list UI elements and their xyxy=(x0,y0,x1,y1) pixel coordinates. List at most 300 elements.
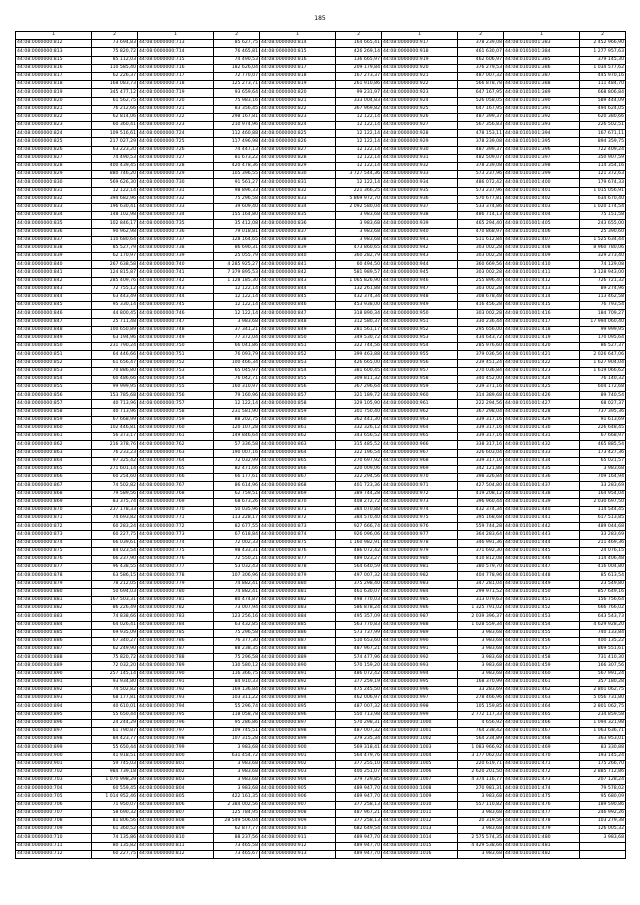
cadastral-value-cell: 647 167,95 xyxy=(458,89,504,97)
cadastral-value-cell: 91 561,27 xyxy=(214,179,260,187)
table-header-row xyxy=(16,32,626,40)
cadastral-number-cell: 44:08:0000000:892 xyxy=(16,687,92,695)
cadastral-value-cell: 3 983,68 xyxy=(580,834,626,842)
cadastral-number-cell: 44:08:0101001:471 xyxy=(504,760,580,768)
cadastral-number-cell: 44:08:0000000:823 xyxy=(260,113,336,121)
cadastral-number-cell: 44:08:0000000:719 xyxy=(138,89,214,97)
cadastral-number-cell: 44:08:0000000:884 xyxy=(16,621,92,629)
table-row xyxy=(16,384,626,392)
cadastral-value-cell: 461 630,07 xyxy=(458,48,504,56)
cadastral-number-cell: 44:08:0000000:770 xyxy=(138,506,214,514)
cadastral-value-cell: 470 868,97 xyxy=(458,228,504,236)
cadastral-value-cell: 100 466,34 xyxy=(214,359,260,367)
cadastral-value-cell: 5 056 731,80 xyxy=(580,695,626,703)
cadastral-number-cell: 44:08:0101001:452 xyxy=(504,605,580,613)
cadastral-value-cell: 226 648,45 xyxy=(580,425,626,433)
cadastral-value-cell: 3 983,68 xyxy=(458,850,504,858)
cadastral-number-cell: 44:08:0000000:860 xyxy=(16,425,92,433)
cadastral-value-cell: 136 665,97 xyxy=(336,56,382,64)
cadastral-number-cell: 44:08:0000000:736 xyxy=(138,228,214,236)
cadastral-number-cell: 44:08:0000000:796 xyxy=(138,719,214,727)
cadastral-number-cell: 44:08:0000000:861 xyxy=(16,433,92,441)
cadastral-value-cell: 62 759,51 xyxy=(214,490,260,498)
cadastral-number-cell: 44:08:0000000:746 xyxy=(138,310,214,318)
cadastral-number-cell: 44:08:0000000:822 xyxy=(16,113,92,121)
cadastral-number-cell: 44:08:0000000:832 xyxy=(260,187,336,195)
cadastral-value-cell: 66 237,90 xyxy=(92,556,138,564)
cadastral-value-cell: 473 860,65 xyxy=(336,244,382,252)
cadastral-number-cell: 44:08:0000000:839 xyxy=(260,244,336,252)
cadastral-number-cell: 44:08:0000000:949 xyxy=(382,302,458,310)
table-row xyxy=(16,629,626,637)
cadastral-value-cell: 105 396,55 xyxy=(214,171,260,179)
cadastral-value-cell: 3 177 062,02 xyxy=(458,752,504,760)
cadastral-number-cell: 44:08:0000000:815 xyxy=(16,56,92,64)
cadastral-number-cell: 44:08:0000000:865 xyxy=(260,457,336,465)
cadastral-value-cell: 489 947,70 xyxy=(336,842,382,850)
cadastral-value-cell: 85 112,03 xyxy=(92,56,138,64)
cadastral-value-cell: 367 298,04 xyxy=(458,408,504,416)
cadastral-value-cell: 322 196,54 xyxy=(336,449,382,457)
cadastral-number-cell: 44:08:0101001:472 xyxy=(504,768,580,776)
cadastral-value-cell: 320 009,06 xyxy=(336,465,382,473)
cadastral-value-cell: 489 947,70 xyxy=(336,834,382,842)
cadastral-value-cell: 86 690,31 xyxy=(214,244,260,252)
cadastral-number-cell: 44:08:0000000:1006 xyxy=(382,768,458,776)
cadastral-value-cell: 564 479,76 xyxy=(336,752,382,760)
cadastral-value-cell: 634 670,40 xyxy=(580,195,626,203)
cadastral-number-cell: 44:08:0000000:936 xyxy=(382,195,458,203)
cadastral-value-cell: 220 619,71 xyxy=(458,760,504,768)
cadastral-number-cell: 44:08:0000000:956 xyxy=(382,359,458,367)
cadastral-number-cell: 44:08:0000000:887 xyxy=(16,646,92,654)
table-row xyxy=(16,465,626,473)
cadastral-value-cell: 196 630,41 xyxy=(92,203,138,211)
cadastral-value-cell: 231 581,90 xyxy=(214,408,260,416)
cadastral-value-cell: 74 502,82 xyxy=(92,687,138,695)
cadastral-value-cell: 419 208,12 xyxy=(458,490,504,498)
cadastral-value-cell: 400 251,07 xyxy=(336,768,382,776)
cadastral-number-cell: 44:08:0101001:479 xyxy=(504,826,580,834)
cadastral-value-cell: 573 237,96 xyxy=(458,171,504,179)
cadastral-value-cell: 112 460,88 xyxy=(214,130,260,138)
cadastral-value-cell: 559 744,28 xyxy=(458,523,504,531)
cadastral-value-cell: 1 094 321,98 xyxy=(580,719,626,727)
cadastral-number-cell: 44:08:0000000:878 xyxy=(260,564,336,572)
cadastral-number-cell: 44:08:0000000:978 xyxy=(382,539,458,547)
cadastral-number-cell: 44:08:0000000:817 xyxy=(16,72,92,80)
cadastral-number-cell: 44:08:0101001:407 xyxy=(504,236,580,244)
cadastral-value-cell: 1 128 185,30 xyxy=(214,277,260,285)
cadastral-number-cell: 44:08:0000000:935 xyxy=(382,187,458,195)
cadastral-value-cell: 487 399,37 xyxy=(458,146,504,154)
cadastral-value-cell: 105 159,85 xyxy=(458,703,504,711)
cadastral-number-cell: 44:08:0000000:752 xyxy=(138,359,214,367)
cadastral-number-cell: 44:08:0000000:900 xyxy=(260,744,336,752)
cadastral-value-cell: 1 627 904,04 xyxy=(580,359,626,367)
cadastral-number-cell: 44:08:0000000:764 xyxy=(138,457,214,465)
cadastral-number-cell: 44:08:0000000:893 xyxy=(260,687,336,695)
cadastral-value-cell: 586 878,24 xyxy=(336,605,382,613)
table-row xyxy=(16,482,626,490)
cadastral-value-cell: 487 399,37 xyxy=(458,113,504,121)
cadastral-value-cell: 378 239,08 xyxy=(458,163,504,171)
cadastral-number-cell: 44:08:0000000:786 xyxy=(138,637,214,645)
cadastral-value-cell: 41 918,51 xyxy=(92,752,138,760)
cadastral-value-cell: 90 962,98 xyxy=(92,228,138,236)
cadastral-value-cell: 170 095,64 xyxy=(580,334,626,342)
cadastral-number-cell: 44:08:0000000:834 xyxy=(260,203,336,211)
cadastral-value-cell: 857 649,16 xyxy=(580,588,626,596)
cadastral-value-cell: 1 083 966,92 xyxy=(458,744,504,752)
cadastral-value-cell: 57 336,58 xyxy=(214,441,260,449)
cadastral-number-cell: 44:08:0101001:392 xyxy=(504,113,580,121)
cadastral-value-cell: 98 433,31 xyxy=(214,547,260,555)
cadastral-number-cell: 44:08:0000000:881 xyxy=(260,588,336,596)
cadastral-value-cell: 67 618,84 xyxy=(214,531,260,539)
cadastral-value-cell: 574 477,96 xyxy=(336,654,382,662)
cadastral-number-cell: 44:08:0000000:738 xyxy=(138,244,214,252)
cadastral-number-cell: 44:08:0101001:448 xyxy=(504,572,580,580)
cadastral-value-cell: 270 036,84 xyxy=(458,367,504,375)
cadastral-number-cell: 44:08:0000000:990 xyxy=(382,637,458,645)
table-row xyxy=(16,64,626,72)
cadastral-number-cell: 44:08:0000000:787 xyxy=(138,646,214,654)
cadastral-number-cell: 44:08:0000000:744 xyxy=(138,294,214,302)
cadastral-value-cell: 668 806,84 xyxy=(580,89,626,97)
cadastral-value-cell: 257 145,14 xyxy=(92,670,138,678)
cadastral-number-cell: 44:08:0101001:399 xyxy=(504,171,580,179)
cadastral-number-cell: 44:08:0000000:841 xyxy=(16,269,92,277)
cadastral-number-cell: 44:08:0000000:799 xyxy=(138,744,214,752)
cadastral-number-cell: 44:08:0101001:398 xyxy=(504,163,580,171)
cadastral-value-cell: 487 007,32 xyxy=(458,72,504,80)
cadastral-value-cell: 166 307,56 xyxy=(580,662,626,670)
cadastral-value-cell: 86 527,37 xyxy=(580,343,626,351)
cadastral-value-cell: 298 167,81 xyxy=(214,113,260,121)
cadastral-value-cell: 303 002,28 xyxy=(458,285,504,293)
cadastral-value-cell: 79 578,02 xyxy=(580,785,626,793)
cadastral-value-cell: 2 620 201,50 xyxy=(458,768,504,776)
cadastral-number-cell: 44:08:0000000:707 xyxy=(16,809,92,817)
table-row xyxy=(16,687,626,695)
cadastral-number-cell: 44:08:0000000:987 xyxy=(382,613,458,621)
cadastral-number-cell: 44:08:0000000:798 xyxy=(138,736,214,744)
cadastral-value-cell: 682 649,54 xyxy=(336,826,382,834)
table-row xyxy=(16,203,626,211)
cadastral-number-cell: 44:08:0000000:902 xyxy=(260,760,336,768)
cadastral-value-cell: 84 023,54 xyxy=(92,547,138,555)
cadastral-value-cell: 312 580,37 xyxy=(336,318,382,326)
cadastral-value-cell: 486 072,42 xyxy=(458,179,504,187)
cadastral-value-cell: 482 509,07 xyxy=(458,154,504,162)
cadastral-value-cell: 400 439,45 xyxy=(92,163,138,171)
cadastral-value-cell: 764 238,42 xyxy=(458,727,504,735)
cadastral-value-cell: 404 778,96 xyxy=(458,572,504,580)
cadastral-value-cell: 378 239,08 xyxy=(458,138,504,146)
cadastral-number-cell: 44:08:0000000:778 xyxy=(138,572,214,580)
cadastral-value-cell: 12 122,14 xyxy=(336,130,382,138)
cadastral-value-cell: 3 983,68 xyxy=(458,646,504,654)
table-row xyxy=(16,302,626,310)
cadastral-number-cell: 44:08:0101001:419 xyxy=(504,334,580,342)
table-row xyxy=(16,351,626,359)
table-row xyxy=(16,89,626,97)
cadastral-number-cell: 44:08:0000000:985 xyxy=(382,596,458,604)
cadastral-number-cell: 44:08:0000000:825 xyxy=(260,130,336,138)
cadastral-value-cell: 67 668,99 xyxy=(92,416,138,424)
cadastral-number-cell: 44:08:0000000:762 xyxy=(138,441,214,449)
cadastral-value-cell: 3 983,68 xyxy=(458,826,504,834)
cadastral-number-cell: 44:08:0000000:966 xyxy=(382,441,458,449)
cadastral-value-cell: 60 227,75 xyxy=(92,850,138,858)
cadastral-number-cell: 44:08:0000000:757 xyxy=(138,400,214,408)
cadastral-value-cell: 389 744,28 xyxy=(336,490,382,498)
cadastral-value-cell: 103 311,22 xyxy=(214,695,260,703)
cadastral-number-cell: 44:08:0000000:1004 xyxy=(382,752,458,760)
cadastral-value-cell: 12 122,14 xyxy=(214,400,260,408)
cadastral-number-cell: 44:08:0000000:844 xyxy=(16,294,92,302)
cadastral-number-cell: 44:08:0000000:709 xyxy=(16,826,92,834)
cadastral-number-cell: 44:08:0000000:838 xyxy=(16,244,92,252)
table-row xyxy=(16,261,626,269)
cadastral-number-cell: 44:08:0000000:714 xyxy=(138,48,214,56)
cadastral-value-cell: 60 227,75 xyxy=(92,531,138,539)
cadastral-number-cell: 44:08:0000000:782 xyxy=(138,605,214,613)
cadastral-value-cell: 113 462,58 xyxy=(580,294,626,302)
cadastral-value-cell: 114 354,16 xyxy=(580,163,626,171)
cadastral-number-cell: 44:08:0000000:810 xyxy=(138,834,214,842)
cadastral-value-cell: 379 145,30 xyxy=(580,56,626,64)
cadastral-value-cell: 533 374,86 xyxy=(458,203,504,211)
table-row xyxy=(16,842,626,850)
cadastral-number-cell: 44:08:0000000:939 xyxy=(382,220,458,228)
cadastral-number-cell: 44:08:0000000:951 xyxy=(382,318,458,326)
cadastral-number-cell: 44:08:0000000:986 xyxy=(382,605,458,613)
cadastral-number-cell: 44:08:0101001:391 xyxy=(504,105,580,113)
cadastral-value-cell: 164 665,41 xyxy=(336,40,382,48)
cadastral-value-cell: 573 737,99 xyxy=(336,629,382,637)
cadastral-value-cell: 118 058,78 xyxy=(214,711,260,719)
cadastral-value-cell: 371 692,30 xyxy=(458,547,504,555)
cadastral-value-cell: 62 814,06 xyxy=(92,113,138,121)
cadastral-number-cell: 44:08:0101001:449 xyxy=(504,580,580,588)
cadastral-value-cell: 357 180,28 xyxy=(580,678,626,686)
cadastral-number-cell: 44:08:0101001:413 xyxy=(504,285,580,293)
cadastral-value-cell: 63 223,20 xyxy=(92,146,138,154)
cadastral-number-cell: 44:08:0000000:937 xyxy=(382,203,458,211)
cadastral-number-cell: 44:08:0000000:805 xyxy=(138,793,214,801)
table-row xyxy=(16,605,626,613)
cadastral-number-cell: 44:08:0000000:819 xyxy=(260,81,336,89)
table-row xyxy=(16,506,626,514)
cadastral-number-cell: 44:08:0000000:908 xyxy=(260,809,336,817)
cadastral-number-cell: 44:08:0000000:922 xyxy=(382,81,458,89)
cadastral-value-cell: 3 983,68 xyxy=(458,809,504,817)
cadastral-number-cell: 44:08:0000000:997 xyxy=(382,695,458,703)
cadastral-number-cell: 44:08:0101001:470 xyxy=(504,752,580,760)
cadastral-number-cell: 44:08:0000000:821 xyxy=(260,97,336,105)
cadastral-value-cell: 40 713,96 xyxy=(92,400,138,408)
cadastral-value-cell: 299 971,52 xyxy=(458,588,504,596)
cadastral-value-cell: 270 981,31 xyxy=(458,785,504,793)
cadastral-value-cell: 111 484,70 xyxy=(580,81,626,89)
cadastral-number-cell: 44:08:0000000:734 xyxy=(138,212,214,220)
table-row xyxy=(16,220,626,228)
cadastral-number-cell: 44:08:0101001:467 xyxy=(504,727,580,735)
cadastral-value-cell: 4 629 928,20 xyxy=(580,621,626,629)
cadastral-value-cell: 378 239,08 xyxy=(458,40,504,48)
cadastral-value-cell: 271 601,14 xyxy=(92,465,138,473)
cadastral-value-cell: 73 007,94 xyxy=(214,605,260,613)
cadastral-value-cell: 462 006,97 xyxy=(336,695,382,703)
cadastral-number-cell: 44:08:0000000:882 xyxy=(260,596,336,604)
cadastral-value-cell: 570 159,20 xyxy=(336,662,382,670)
cadastral-number-cell: 44:08:0101001:436 xyxy=(504,474,580,482)
cadastral-value-cell: 80 135,82 xyxy=(92,842,138,850)
cadastral-value-cell: 107 315,28 xyxy=(214,736,260,744)
cadastral-value-cell: 4 374 116,77 xyxy=(458,777,504,785)
cadastral-number-cell: 44:08:0000000:876 xyxy=(16,556,92,564)
cadastral-number-cell: 44:08:0000000:820 xyxy=(260,89,336,97)
cadastral-number-cell: 44:08:0000000:817 xyxy=(260,64,336,72)
cadastral-value-cell: 20 319,56 xyxy=(458,818,504,826)
column-header: 2 xyxy=(580,32,626,40)
cadastral-number-cell: 44:08:0000000:865 xyxy=(16,465,92,473)
cadastral-value-cell: 487 007,32 xyxy=(336,727,382,735)
cadastral-value-cell: 445 970,16 xyxy=(580,72,626,80)
cadastral-number-cell: 44:08:0101001:454 xyxy=(504,621,580,629)
table-row xyxy=(16,768,626,776)
table-row xyxy=(16,564,626,572)
cadastral-value-cell: 267 638,58 xyxy=(92,261,138,269)
cadastral-number-cell: 44:08:0101001:387 xyxy=(504,72,580,80)
table-row xyxy=(16,359,626,367)
cadastral-value-cell: 1 277 957,63 xyxy=(580,48,626,56)
cadastral-number-cell: 44:08:0000000:797 xyxy=(138,727,214,735)
cadastral-number-cell: 44:08:0000000:866 xyxy=(16,474,92,482)
cadastral-number-cell: 44:08:0000000:905 xyxy=(260,785,336,793)
cadastral-number-cell: 44:08:0000000:839 xyxy=(16,253,92,261)
table-row xyxy=(16,777,626,785)
cadastral-number-cell: 44:08:0000000:832 xyxy=(16,195,92,203)
cadastral-value-cell: 102 846,17 xyxy=(92,220,138,228)
cadastral-value-cell: 239 371,16 xyxy=(458,384,504,392)
cadastral-value-cell: 489 947,70 xyxy=(336,850,382,858)
cadastral-number-cell: 44:08:0000000:853 xyxy=(260,359,336,367)
cadastral-value-cell: 1 063 636,71 xyxy=(580,727,626,735)
cadastral-number-cell: 44:08:0101001:474 xyxy=(504,785,580,793)
cadastral-number-cell: 44:08:0000000:835 xyxy=(16,220,92,228)
cadastral-number-cell: 44:08:0000000:741 xyxy=(138,269,214,277)
cadastral-value-cell: 329 273,40 xyxy=(580,253,626,261)
cadastral-number-cell: 44:08:0000000:831 xyxy=(16,187,92,195)
cadastral-value-cell: 489 023,27 xyxy=(336,556,382,564)
cadastral-number-cell: 44:08:0000000:906 xyxy=(260,793,336,801)
cadastral-value-cell: 74 129,08 xyxy=(580,261,626,269)
cadastral-value-cell: 55 650,44 xyxy=(92,744,138,752)
cadastral-number-cell: 44:08:0000000:907 xyxy=(260,801,336,809)
cadastral-number-cell: 44:08:0000000:1008 xyxy=(382,785,458,793)
cadastral-value-cell: 167 671,11 xyxy=(580,130,626,138)
cadastral-value-cell: 114 544,45 xyxy=(580,506,626,514)
cadastral-value-cell: 3 983,68 xyxy=(580,465,626,473)
cadastral-number-cell: 44:08:0101001:422 xyxy=(504,359,580,367)
cadastral-number-cell: 44:08:0000000:809 xyxy=(138,826,214,834)
cadastral-value-cell: 410 812,08 xyxy=(458,556,504,564)
cadastral-number-cell: 44:08:0000000:742 xyxy=(138,277,214,285)
cadastral-value-cell: 550 713,98 xyxy=(336,711,382,719)
cadastral-number-cell: 44:08:0000000:863 xyxy=(16,449,92,457)
cadastral-value-cell: 65 045,97 xyxy=(214,367,260,375)
cadastral-value-cell: 346 991,36 xyxy=(458,539,504,547)
cadastral-value-cell: 125 273,71 xyxy=(214,81,260,89)
cadastral-number-cell: 44:08:0000000:876 xyxy=(260,547,336,555)
table-row xyxy=(16,56,626,64)
cadastral-number-cell: 44:08:0101001:418 xyxy=(504,326,580,334)
cadastral-value-cell: 647 167,95 xyxy=(458,105,504,113)
cadastral-value-cell: 210 974,96 xyxy=(214,122,260,130)
cadastral-number-cell: 44:08:0000000:996 xyxy=(382,687,458,695)
cadastral-number-cell: 44:08:0000000:899 xyxy=(260,736,336,744)
table-row xyxy=(16,212,626,220)
cadastral-value-cell: 217 027,29 xyxy=(92,138,138,146)
cadastral-value-cell: 564 234,89 xyxy=(458,736,504,744)
cadastral-number-cell: 44:08:0000000:710 xyxy=(16,834,92,842)
cadastral-number-cell: 44:08:0000000:1003 xyxy=(382,744,458,752)
cadastral-value-cell: 3 983,68 xyxy=(458,662,504,670)
cadastral-number-cell: 44:08:0000000:857 xyxy=(16,400,92,408)
cadastral-value-cell: 589 444,09 xyxy=(580,97,626,105)
cadastral-number-cell: 44:08:0000000:720 xyxy=(138,97,214,105)
cadastral-value-cell: 581 989,57 xyxy=(336,269,382,277)
cadastral-number-cell: 44:08:0000000:879 xyxy=(16,580,92,588)
cadastral-value-cell: 3 983,68 xyxy=(214,744,260,752)
cadastral-value-cell: 617 513,85 xyxy=(580,515,626,523)
cadastral-number-cell: 44:08:0000000:831 xyxy=(260,179,336,187)
column-header: 2 xyxy=(92,32,138,40)
cadastral-value-cell: 164 954,04 xyxy=(580,490,626,498)
cadastral-number-cell: 44:08:0000000:835 xyxy=(260,212,336,220)
cadastral-value-cell: 74 838,66 xyxy=(92,613,138,621)
cadastral-number-cell: 44:08:0101001:469 xyxy=(504,744,580,752)
cadastral-value-cell: 487 967,21 xyxy=(336,809,382,817)
cadastral-number-cell: 44:08:0000000:812 xyxy=(138,850,214,858)
cadastral-number-cell: 44:08:0101001:393 xyxy=(504,122,580,130)
cadastral-number-cell: 44:08:0000000:718 xyxy=(138,81,214,89)
cadastral-number-cell: 44:08:0000000:818 xyxy=(260,72,336,80)
cadastral-value-cell: 2 801 062,75 xyxy=(580,687,626,695)
cadastral-value-cell: 239 451,24 xyxy=(458,359,504,367)
cadastral-value-cell: 569 626,30 xyxy=(92,179,138,187)
cadastral-value-cell: 84 910,33 xyxy=(214,678,260,686)
cadastral-number-cell: 44:08:0000000:855 xyxy=(16,384,92,392)
cadastral-value-cell: 360 282,79 xyxy=(336,253,382,261)
cadastral-number-cell: 44:08:0000000:836 xyxy=(260,220,336,228)
table-row xyxy=(16,400,626,408)
cadastral-number-cell: 44:08:0000000:776 xyxy=(138,556,214,564)
cadastral-number-cell: 44:08:0000000:795 xyxy=(138,711,214,719)
cadastral-value-cell: 4 429 538,66 xyxy=(458,842,504,850)
cadastral-value-cell: 339 317,16 xyxy=(458,425,504,433)
cadastral-number-cell: 44:08:0000000:899 xyxy=(16,744,92,752)
cadastral-number-cell: 44:08:0101001:458 xyxy=(504,654,580,662)
cadastral-value-cell: 3 128 943,00 xyxy=(580,269,626,277)
table-row xyxy=(16,40,626,48)
cadastral-value-cell: 25 711,48 xyxy=(92,318,138,326)
table-row xyxy=(16,531,626,539)
cadastral-value-cell: 384 070,88 xyxy=(336,506,382,514)
